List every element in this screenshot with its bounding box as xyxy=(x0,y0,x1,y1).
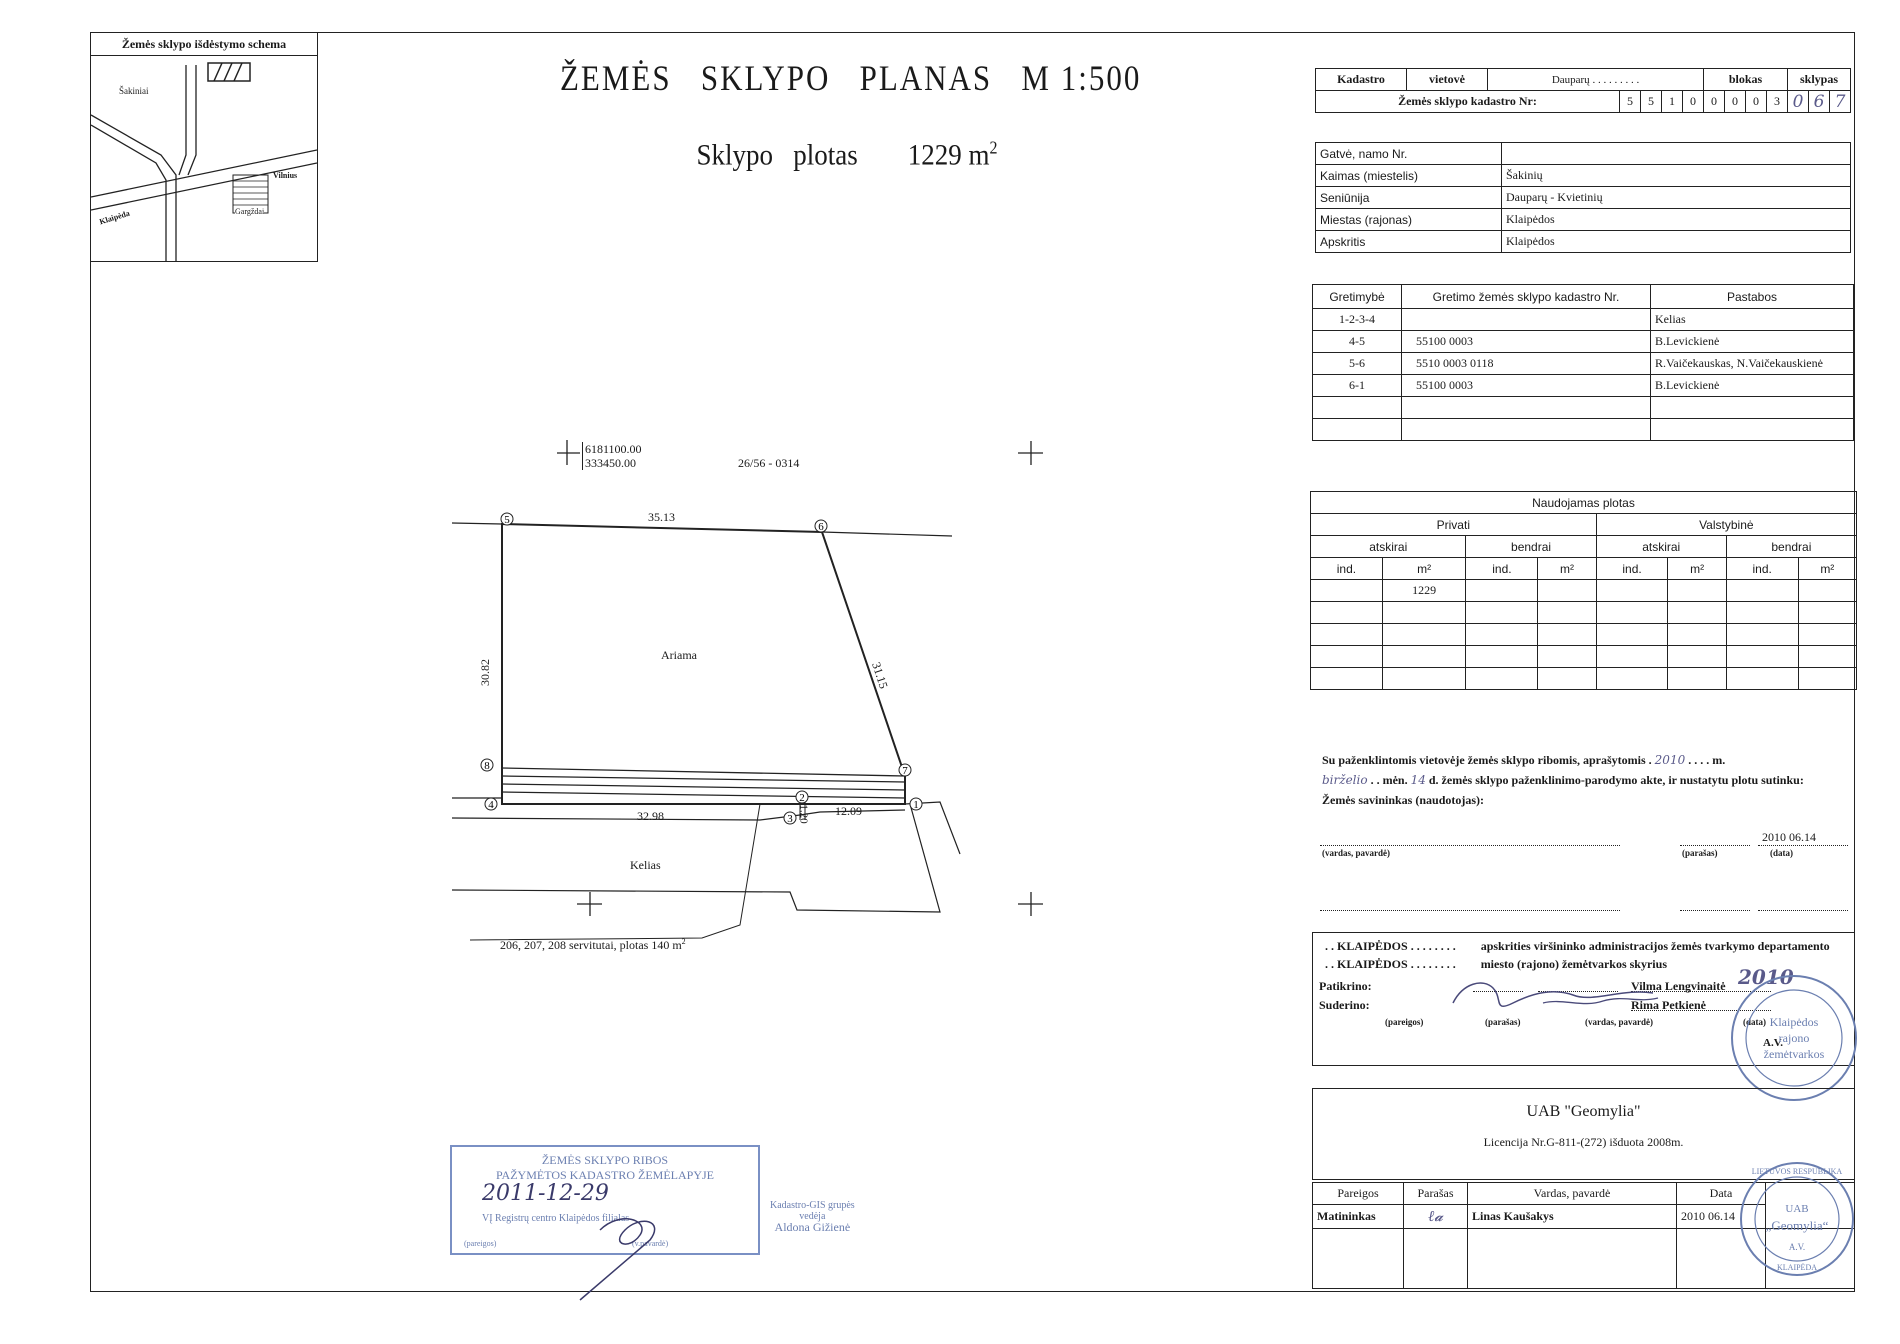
usage-ind: ind. xyxy=(1726,558,1798,580)
usage-ind: ind. xyxy=(1311,558,1383,580)
approval-row2: . . KLAIPĖDOS . . . . . . . . miesto (rajono) žemėtvarkos skyrius xyxy=(1325,957,1667,971)
surveyor-date: 2010 06.14 xyxy=(1677,1205,1766,1229)
neighbours-cell xyxy=(1651,397,1854,419)
point-1: 1 xyxy=(913,799,919,811)
registry-line3: VĮ Registrų centro Klaipėdos filialas xyxy=(482,1213,630,1224)
stamp-line3: žemėtvarkos xyxy=(1763,1047,1825,1061)
approval-office: miesto (rajono) žemėtvarkos skyrius xyxy=(1480,957,1667,971)
approval-checked-label: Patikrino: xyxy=(1319,979,1372,993)
company-stamp-mid: UAB xyxy=(1785,1203,1809,1215)
address-label: Gatvė, namo Nr. xyxy=(1316,143,1502,165)
digit: 0 xyxy=(1746,91,1767,113)
scheme-label-klaipeda: Klaipėda xyxy=(98,208,131,227)
neighbours-cell xyxy=(1651,419,1854,441)
company-stamp xyxy=(1738,1160,1856,1278)
usage-separate: atskirai xyxy=(1311,536,1466,558)
neighbours-cell: 55100 0003 xyxy=(1402,375,1651,397)
approval-caption-sign: (parašas) xyxy=(1485,1017,1521,1027)
address-label: Seniūnija xyxy=(1316,187,1502,209)
point-8: 8 xyxy=(484,760,490,772)
address-label: Apskritis xyxy=(1316,231,1502,253)
vietove-label: vietovė xyxy=(1407,69,1488,91)
owner-sign-line xyxy=(1680,845,1750,846)
grid-cross xyxy=(1018,441,1043,465)
registry-line5: vedėja xyxy=(799,1211,826,1222)
usage-ind: ind. xyxy=(1596,558,1668,580)
approval-caption-name: (vardas, pavardė) xyxy=(1585,1017,1653,1027)
neighbours-cell: B.Levickienė xyxy=(1651,375,1854,397)
coord-label xyxy=(582,442,642,470)
plan-title: ŽEMĖS SKLYPO PLANAS M 1:500 xyxy=(560,58,1142,99)
registry-line1: ŽEMĖS SKLYPO RIBOS xyxy=(541,1153,669,1167)
approval-dept: apskrities viršininko administracijos žemės tvarkymo departamento xyxy=(1480,939,1830,953)
owner2-name-line xyxy=(1320,910,1620,911)
vietove-name: Dauparų xyxy=(1551,73,1590,86)
approval-agreed-name: Rima Petkienė xyxy=(1631,998,1771,1011)
approval-signatures xyxy=(1423,973,1663,1021)
land-use: Ariama xyxy=(661,648,697,662)
neighbours-cell xyxy=(1402,397,1651,419)
neighbours-table xyxy=(1312,284,1854,441)
stamp-line1: Klaipėdos xyxy=(1769,1015,1819,1029)
surveyor-signature: ℓ𝓪 xyxy=(1404,1205,1468,1229)
sakiniai-hatch xyxy=(208,63,250,81)
neighbours-cell xyxy=(1402,419,1651,441)
approval-checked-name: Vilma Lengvinaitė xyxy=(1631,979,1771,992)
plot-drawing xyxy=(440,420,1060,980)
side-2-1: 12.09 xyxy=(835,804,862,818)
company-stamp-name: „Geomylia“ xyxy=(1765,1218,1829,1233)
company-stamp-bottom: KLAIPĖDA xyxy=(1777,1263,1817,1272)
hand-digit: 0 xyxy=(1788,91,1809,113)
approval-year: 2010 xyxy=(1738,965,1794,989)
surveyor-header: Data xyxy=(1677,1183,1766,1205)
neighbours-header: Gretimybė xyxy=(1313,285,1402,309)
agreement-line2-end: d. žemės sklypo paženklinimo-parodymo akte, ir nustatytu plotu sutinku: xyxy=(1425,773,1804,787)
approval-av: A.V. xyxy=(1763,1037,1783,1049)
scheme-title: Žemės sklypo išdėstymo schema xyxy=(91,33,317,56)
point-2: 2 xyxy=(799,792,805,804)
digit: 1 xyxy=(1662,91,1683,113)
coord-east: 333450.00 xyxy=(585,456,636,470)
digit: 5 xyxy=(1641,91,1662,113)
side-6-7: 31.15 xyxy=(869,660,891,691)
company-stamp-av: A.V. xyxy=(1788,1242,1806,1252)
address-label: Miestas (rajonas) xyxy=(1316,209,1502,231)
address-label: Kaimas (miestelis) xyxy=(1316,165,1502,187)
scheme-label-sakiniai: Šakiniai xyxy=(119,86,149,96)
sklypas-label: sklypas xyxy=(1788,69,1851,91)
neighbours-cell: B.Levickienė xyxy=(1651,331,1854,353)
agreement-line1: Su paženklintomis vietovėje žemės sklypo ribomis, aprašytomis . xyxy=(1322,753,1655,767)
registry-group xyxy=(770,1200,855,1233)
owner-date-line xyxy=(1758,845,1848,846)
agreement-line2: . . mėn. xyxy=(1367,773,1411,787)
approval-caption-date: (data) xyxy=(1743,1017,1766,1027)
usage-m2: m² xyxy=(1382,558,1466,580)
registry-caption-name: (v.pavardė) xyxy=(632,1239,669,1248)
registry-date: 2011-12-29 xyxy=(482,1181,609,1206)
owner-date: 2010 06.14 xyxy=(1762,830,1816,844)
surveyor-position: Matininkas xyxy=(1313,1205,1404,1229)
surveyor-header: Pareigos xyxy=(1313,1183,1404,1205)
surveyor-header: Vardas, pavardė xyxy=(1468,1183,1677,1205)
scheme-label-vilnius: Vilnius xyxy=(273,171,298,180)
usage-value: 1229 xyxy=(1382,580,1466,602)
area-sup: 2 xyxy=(989,139,998,158)
servitude-text: 206, 207, 208 servitutai, plotas 140 m xyxy=(500,938,682,952)
address-value: Šakinių xyxy=(1502,165,1851,187)
area-label: Sklypo plotas xyxy=(696,138,858,172)
owner-sign-caption: (parašas) xyxy=(1682,848,1718,858)
registry-signature xyxy=(570,1190,690,1310)
location-scheme xyxy=(90,32,318,262)
approval-agreed-label: Suderino: xyxy=(1319,998,1370,1012)
digit: 3 xyxy=(1767,91,1788,113)
neighbours-header: Pastabos xyxy=(1651,285,1854,309)
registry-caption-position: (pareigos) xyxy=(464,1239,497,1248)
owner-name-caption: (vardas, pavardė) xyxy=(1322,848,1390,858)
cadastre-nr-label: Žemės sklypo kadastro Nr: xyxy=(1316,91,1620,113)
address-value: Dauparų - Kvietinių xyxy=(1502,187,1851,209)
point-5: 5 xyxy=(504,514,510,526)
point-4: 4 xyxy=(488,799,494,811)
plan-area xyxy=(683,104,998,172)
usage-joint: bendrai xyxy=(1726,536,1856,558)
registry-line2: PAŽYMĖTOS KADASTRO ŽEMĖLAPYJE xyxy=(495,1168,715,1182)
servitude-label xyxy=(500,937,686,953)
company-name: UAB "Geomylia" xyxy=(1526,1103,1641,1120)
approval-district: KLAIPĖDOS xyxy=(1337,957,1408,971)
company-license: Licencija Nr.G-811-(272) išduota 2008m. xyxy=(1483,1135,1684,1149)
neighbours-header: Gretimo žemės sklypo kadastro Nr. xyxy=(1402,285,1651,309)
servitude-sup: 2 xyxy=(681,937,686,946)
neighbours-cell xyxy=(1313,419,1402,441)
scheme-label-gargzdai: Gargždai xyxy=(235,207,265,216)
sheet-number: 26/56 - 0314 xyxy=(738,456,800,470)
district-stamp xyxy=(1724,968,1864,1108)
usage-state: Valstybinė xyxy=(1596,514,1856,536)
agreement-month: birželio xyxy=(1322,773,1368,787)
approval-county: KLAIPĖDOS xyxy=(1337,939,1408,953)
owner-name-line xyxy=(1320,845,1620,846)
address-value: Klaipėdos xyxy=(1502,231,1851,253)
address-value xyxy=(1502,143,1851,165)
neighbours-cell: 55100 0003 xyxy=(1402,331,1651,353)
neighbours-cell: 5510 0003 0118 xyxy=(1402,353,1651,375)
hand-digit: 6 xyxy=(1809,91,1830,113)
point-3: 3 xyxy=(787,813,793,825)
cadastre-label: Kadastro xyxy=(1316,69,1407,91)
agreement-text xyxy=(1322,750,1852,810)
cadastre-table xyxy=(1315,68,1851,113)
digit: 0 xyxy=(1704,91,1725,113)
neighbours-cell: Kelias xyxy=(1651,309,1854,331)
usage-separate: atskirai xyxy=(1596,536,1726,558)
company-stamp-top: LIETUVOS RESPUBLIKA xyxy=(1751,1167,1843,1176)
usage-table xyxy=(1310,491,1857,690)
agreement-day: 14 xyxy=(1410,773,1426,787)
side-2-3: 1.20 xyxy=(797,804,810,824)
address-value: Klaipėdos xyxy=(1502,209,1851,231)
usage-joint: bendrai xyxy=(1466,536,1596,558)
side-4-3: 32.98 xyxy=(637,809,664,823)
surveyor-name: Linas Kaušakys xyxy=(1468,1205,1677,1229)
digit: 0 xyxy=(1683,91,1704,113)
side-5-6: 35.13 xyxy=(648,510,675,524)
neighbours-cell: R.Vaičekauskas, N.Vaičekauskienė xyxy=(1651,353,1854,375)
agreement-line1-end: . . . . m. xyxy=(1685,753,1726,767)
owner2-sign-line xyxy=(1680,910,1750,911)
owner2-date-line xyxy=(1758,910,1848,911)
approval-row1: . . KLAIPĖDOS . . . . . . . . apskrities viršininko administracijos žemės tvarkymo departamento xyxy=(1325,939,1830,953)
point-6: 6 xyxy=(818,521,824,533)
usage-private: Privati xyxy=(1311,514,1597,536)
road-label: Kelias xyxy=(630,858,661,872)
owner-date-caption: (data) xyxy=(1770,848,1793,858)
digit: 0 xyxy=(1725,91,1746,113)
agreement-year: 2010 xyxy=(1654,753,1686,767)
address-table xyxy=(1315,142,1851,253)
usage-m2: m² xyxy=(1538,558,1596,580)
blokas-label: blokas xyxy=(1704,69,1788,91)
registry-line4: Kadastro-GIS grupės xyxy=(770,1200,855,1211)
neighbours-cell: 1-2-3-4 xyxy=(1313,309,1402,331)
agreement-owner: Žemės savininkas (naudotojas): xyxy=(1322,793,1485,807)
usage-title: Naudojamas plotas xyxy=(1311,492,1857,514)
usage-ind: ind. xyxy=(1466,558,1538,580)
stamp-line2: rajono xyxy=(1778,1031,1810,1045)
approval-caption-position: (pareigos) xyxy=(1385,1017,1424,1027)
surveyor-header: Parašas xyxy=(1404,1183,1468,1205)
neighbours-cell: 4-5 xyxy=(1313,331,1402,353)
vietove-value: Dauparų . . . . . . . . . xyxy=(1488,69,1704,91)
hand-digit: 7 xyxy=(1830,91,1851,113)
neighbours-cell xyxy=(1313,397,1402,419)
neighbours-cell: 5-6 xyxy=(1313,353,1402,375)
neighbours-cell xyxy=(1402,309,1651,331)
registry-line6: Aldona Gižienė xyxy=(774,1220,851,1234)
area-value: 1229 xyxy=(907,138,962,172)
usage-m2: m² xyxy=(1668,558,1726,580)
usage-m2: m² xyxy=(1798,558,1856,580)
area-unit: m xyxy=(968,138,990,172)
coord-north: 6181100.00 xyxy=(585,442,642,456)
point-7: 7 xyxy=(902,765,908,777)
side-8-5: 30.82 xyxy=(478,659,492,686)
neighbours-cell: 6-1 xyxy=(1313,375,1402,397)
digit: 5 xyxy=(1620,91,1641,113)
